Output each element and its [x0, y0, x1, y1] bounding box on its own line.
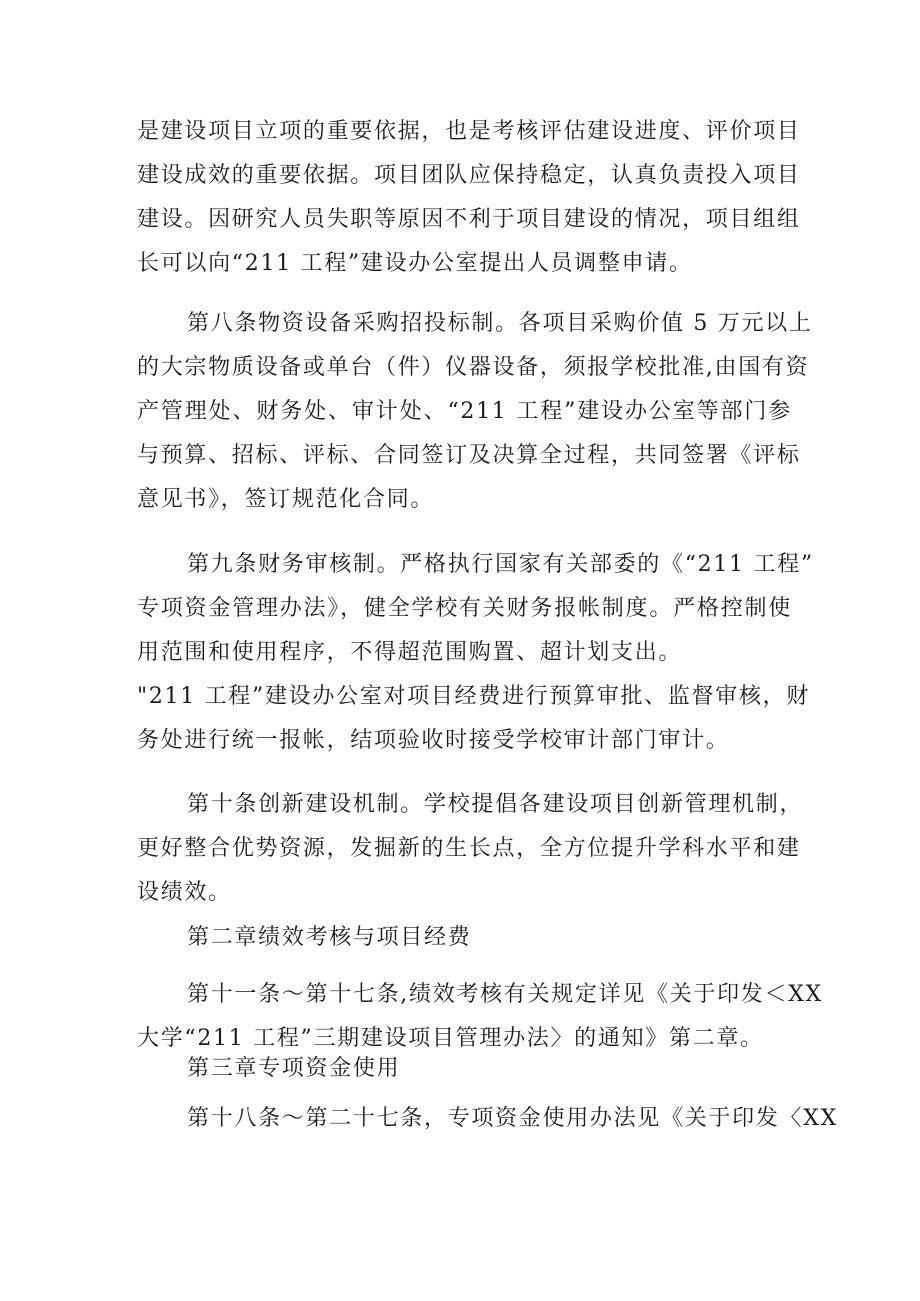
- text-line: 用范围和使用程序，不得超范围购置、超计划支出。: [137, 640, 683, 665]
- text-line: 长可以向“211 工程”建设办公室提出人员调整申请。: [137, 251, 693, 276]
- paragraph-project-basis: [137, 110, 801, 286]
- text-line: 产管理处、财务处、审计处、“211 工程”建设办公室等部门参: [137, 399, 792, 424]
- text-line: 第九条财务审核制。严格执行国家有关部委的《“211 工程”: [187, 552, 814, 577]
- text-line: 设绩效。: [137, 880, 232, 905]
- text-line: 意见书》，签订规范化合同。: [137, 487, 435, 512]
- text-line: 与预算、招标、评标、合同签订及决算全过程，共同签署《评标: [137, 443, 801, 468]
- text-line: 第十条创新建设机制。学校提倡各建设项目创新管理机制，: [187, 792, 804, 817]
- text-line: 大学“211 工程”三期建设项目管理办法〉的通知》第二章。: [137, 1026, 764, 1051]
- paragraph-article-9: [137, 543, 814, 763]
- chapter-3-heading: [137, 1047, 792, 1091]
- text-line: 第十八条～第二十七条，专项资金使用办法见《关于印发〈XX: [187, 1106, 838, 1131]
- paragraph-articles-18-27: [137, 1097, 838, 1141]
- paragraph-article-10: [137, 783, 804, 915]
- text-line: "211 工程”建设办公室对项目经费进行预算审批、监督审核，财: [137, 684, 811, 709]
- text-line: 建设。因研究人员失职等原因不利于项目建设的情况，项目组组: [137, 207, 801, 232]
- text-line: 建设成效的重要依据。项目团队应保持稳定，认真负责投入项目: [137, 163, 801, 188]
- paragraph-article-8: [137, 302, 813, 522]
- text-line: 务处进行统一报帐，结项验收时接受学校审计部门审计。: [137, 728, 730, 753]
- text-line: 第十一条～第十七条,绩效考核有关规定详见《关于印发＜XX: [187, 982, 823, 1007]
- text-line: 更好整合优势资源，发掘新的生长点，全方位提升学科水平和建: [137, 836, 801, 861]
- text-line: 专项资金管理办法》，健全学校有关财务报帐制度。严格控制使: [137, 596, 792, 621]
- text-line: 第三章专项资金使用: [187, 1056, 401, 1081]
- text-line: 第二章绩效考核与项目经费: [187, 925, 472, 950]
- chapter-2-heading: [137, 916, 792, 960]
- text-line: 第八条物资设备采购招投标制。各项目采购价值 5 万元以上: [187, 311, 813, 336]
- text-line: 的大宗物质设备或单台（件）仪器设备，须报学校批准,由国有资: [137, 355, 810, 380]
- text-line: 是建设项目立项的重要依据，也是考核评估建设进度、评价项目: [137, 119, 801, 144]
